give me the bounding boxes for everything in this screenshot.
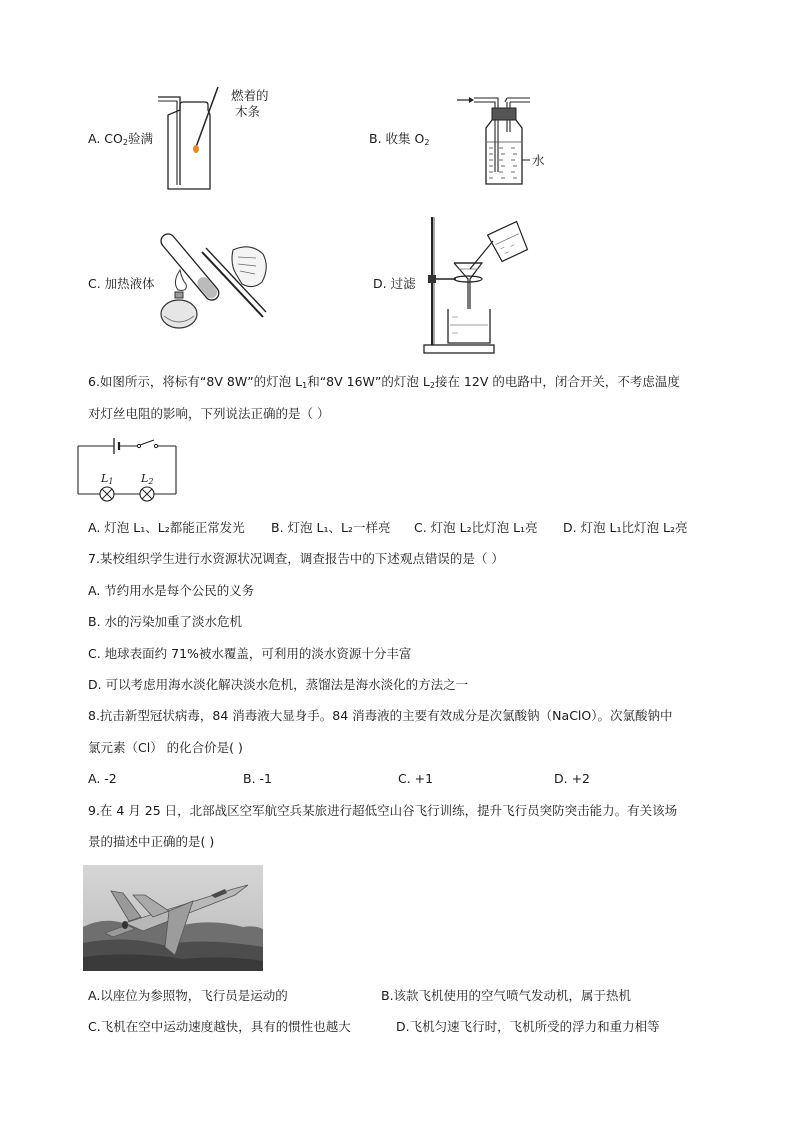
q5-option-a[interactable]: A. $CO_2$验满 (88, 131, 153, 147)
q5-figure-c-heating-liquid (158, 212, 278, 337)
q9-option-d[interactable]: D.飞机匀速飞行时，飞机所受的浮力和重力相等 (396, 1019, 660, 1034)
q5-figure-a-label: 燃着的 木条 (231, 88, 269, 119)
q5-figure-d-filtration (418, 213, 538, 358)
q9-stem-line1: 9.在 4 月 25 日，北部战区空军航空兵某旅进行超低空山谷飞行训练，提升飞行员突防突击能力。有关该场 (88, 803, 678, 818)
q6-circuit-diagram (76, 436, 186, 498)
q8-stem-line2: 氯元素（Cl） 的化合价是( ) (88, 740, 243, 755)
q6-lamp-l2-label: $L_2$ (141, 472, 154, 486)
q5-option-d[interactable]: D. 过滤 (373, 276, 416, 291)
q6-option-c[interactable]: C. 灯泡 L₂比灯泡 L₁亮 (414, 520, 538, 535)
q7-option-a[interactable]: A. 节约用水是每个公民的义务 (88, 583, 255, 598)
q6-lamp-l1-label: $L_1$ (101, 472, 114, 486)
q8-stem-line1: 8.抗击新型冠状病毒，84 消毒液大显身手。84 消毒液的主要有效成分是次氯酸钠（NaClO）。次氯酸钠中 (88, 708, 673, 723)
q6-option-d[interactable]: D. 灯泡 L₁比灯泡 L₂亮 (563, 520, 688, 535)
q7-option-d[interactable]: D. 可以考虑用海水淡化解决淡水危机，蒸馏法是海水淡化的方法之一 (88, 677, 469, 692)
q9-option-b[interactable]: B.该款飞机使用的空气喷气发动机，属于热机 (381, 988, 632, 1003)
q5-figure-b-o2-collection (455, 92, 555, 187)
q8-option-c[interactable]: C. +1 (398, 771, 434, 786)
q8-option-b[interactable]: B. -1 (243, 771, 272, 786)
q6-stem-line2: 对灯丝电阻的影响，下列说法正确的是（ ） (88, 406, 330, 421)
q6-option-a[interactable]: A. 灯泡 L₁、L₂都能正常发光 (88, 520, 245, 535)
q5-option-b[interactable]: B. 收集 $O_2$ (369, 131, 430, 147)
q6-option-b[interactable]: B. 灯泡 L₁、L₂一样亮 (271, 520, 391, 535)
q9-jet-photo (83, 865, 263, 971)
q5-figure-b-water-label: 水 (532, 153, 545, 168)
q6-stem-line1: 6.如图所示，将标有“8V 8W”的灯泡 $L_1$和“8V 16W”的灯泡 $L_2$接在 12V 的电路中，闭合开关，不考虑温度 (88, 374, 680, 390)
q9-option-a[interactable]: A.以座位为参照物，飞行员是运动的 (88, 988, 288, 1003)
q9-option-c[interactable]: C.飞机在空中运动速度越快，具有的惯性也越大 (88, 1019, 351, 1034)
q8-option-d[interactable]: D. +2 (554, 771, 590, 786)
q8-option-a[interactable]: A. -2 (88, 771, 117, 786)
q7-option-b[interactable]: B. 水的污染加重了淡水危机 (88, 614, 243, 629)
q9-stem-line2: 景的描述中正确的是( ) (88, 834, 215, 849)
q7-stem: 7.某校组织学生进行水资源状况调查，调查报告中的下述观点错误的是（ ） (88, 551, 504, 566)
q7-option-c[interactable]: C. 地球表面约 71%被水覆盖，可利用的淡水资源十分丰富 (88, 646, 412, 661)
q5-option-c[interactable]: C. 加热液体 (88, 276, 155, 291)
